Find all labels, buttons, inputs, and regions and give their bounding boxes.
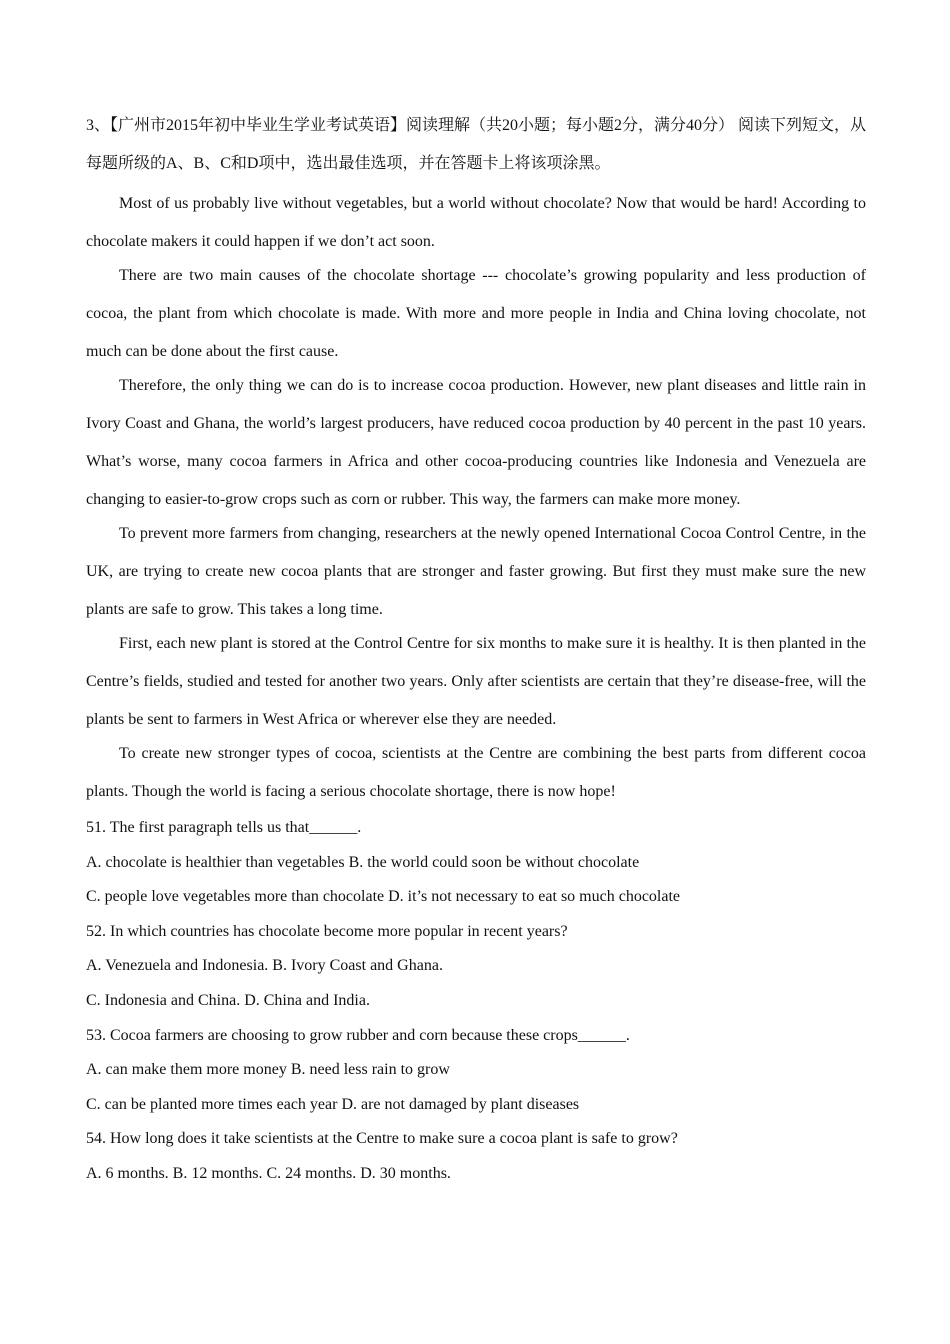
question-54-stem: 54. How long does it take scientists at the Centre to make sure a cocoa plant is safe to grow?: [86, 1130, 678, 1148]
question-51-options-cd: C. people love vegetables more than chocolate D. it’s not necessary to eat so much chocolate: [86, 888, 681, 906]
question-53-options-ab: A. can make them more money B. need less rain to grow: [86, 1061, 450, 1079]
question-list: [86, 811, 866, 1192]
question-52-stem: 52. In which countries has chocolate become more popular in recent years?: [86, 922, 568, 940]
passage-paragraph-4: To prevent more farmers from changing, researchers at the newly opened International Cocoa Control Centre, in the UK, are trying to create new cocoa plants that are stronger and faster growing. But first they must make sure the new plants are safe to grow. This takes a long time.: [86, 525, 866, 618]
passage-paragraph-1: Most of us probably live without vegetables, but a world without chocolate? Now that would be hard! According to chocolate makers it could happen if we don’t act soon.: [86, 195, 866, 250]
question-53-stem: 53. Cocoa farmers are choosing to grow rubber and corn because these crops______.: [86, 1026, 630, 1044]
question-54-options: A. 6 months. B. 12 months. C. 24 months. D. 30 months.: [86, 1164, 451, 1182]
document-page: [86, 107, 866, 1192]
exam-instructions: 3、【广州市2015年初中毕业生学业考试英语】阅读理解（共20小题；每小题2分，满分40分） 阅读下列短文，从每题所级的A、B、C和D项中，选出最佳选项，并在答题卡上将该项涂黑。: [86, 117, 867, 172]
question-52-options-ab: A. Venezuela and Indonesia. B. Ivory Coast and Ghana.: [86, 957, 443, 975]
passage-paragraph-2: There are two main causes of the chocolate shortage --- chocolate’s growing popularity and less production of cocoa, the plant from which chocolate is made. With more and more people in India and China loving chocolate, not much can be done about the first cause.: [86, 267, 866, 360]
question-52-options-cd: C. Indonesia and China. D. China and India.: [86, 991, 370, 1009]
reading-passage: [86, 185, 866, 811]
passage-paragraph-5: First, each new plant is stored at the Control Centre for six months to make sure it is healthy. It is then planted in the Centre’s fields, studied and tested for another two years. Only after scientists are certain that they’re disease-free, will the plants be sent to farmers in West Africa or wherever else they are needed.: [86, 635, 866, 728]
question-51-stem: 51. The first paragraph tells us that______.: [86, 819, 362, 836]
passage-paragraph-6: To create new stronger types of cocoa, scientists at the Centre are combining the best parts from different cocoa plants. Though the world is facing a serious chocolate shortage, there is now hope!: [86, 745, 866, 800]
question-51-options-ab: A. chocolate is healthier than vegetables B. the world could soon be without chocolate: [86, 853, 640, 871]
question-53-options-cd: C. can be planted more times each year D. are not damaged by plant diseases: [86, 1095, 580, 1113]
passage-paragraph-3: Therefore, the only thing we can do is to increase cocoa production. However, new plant diseases and little rain in Ivory Coast and Ghana, the world’s largest producers, have reduced cocoa production by 40 percent in the past 10 years. What’s worse, many cocoa farmers in Africa and other cocoa-producing countries like Indonesia and Venezuela are changing to easier-to-grow crops such as corn or rubber. This way, the farmers can make more money.: [86, 377, 866, 508]
